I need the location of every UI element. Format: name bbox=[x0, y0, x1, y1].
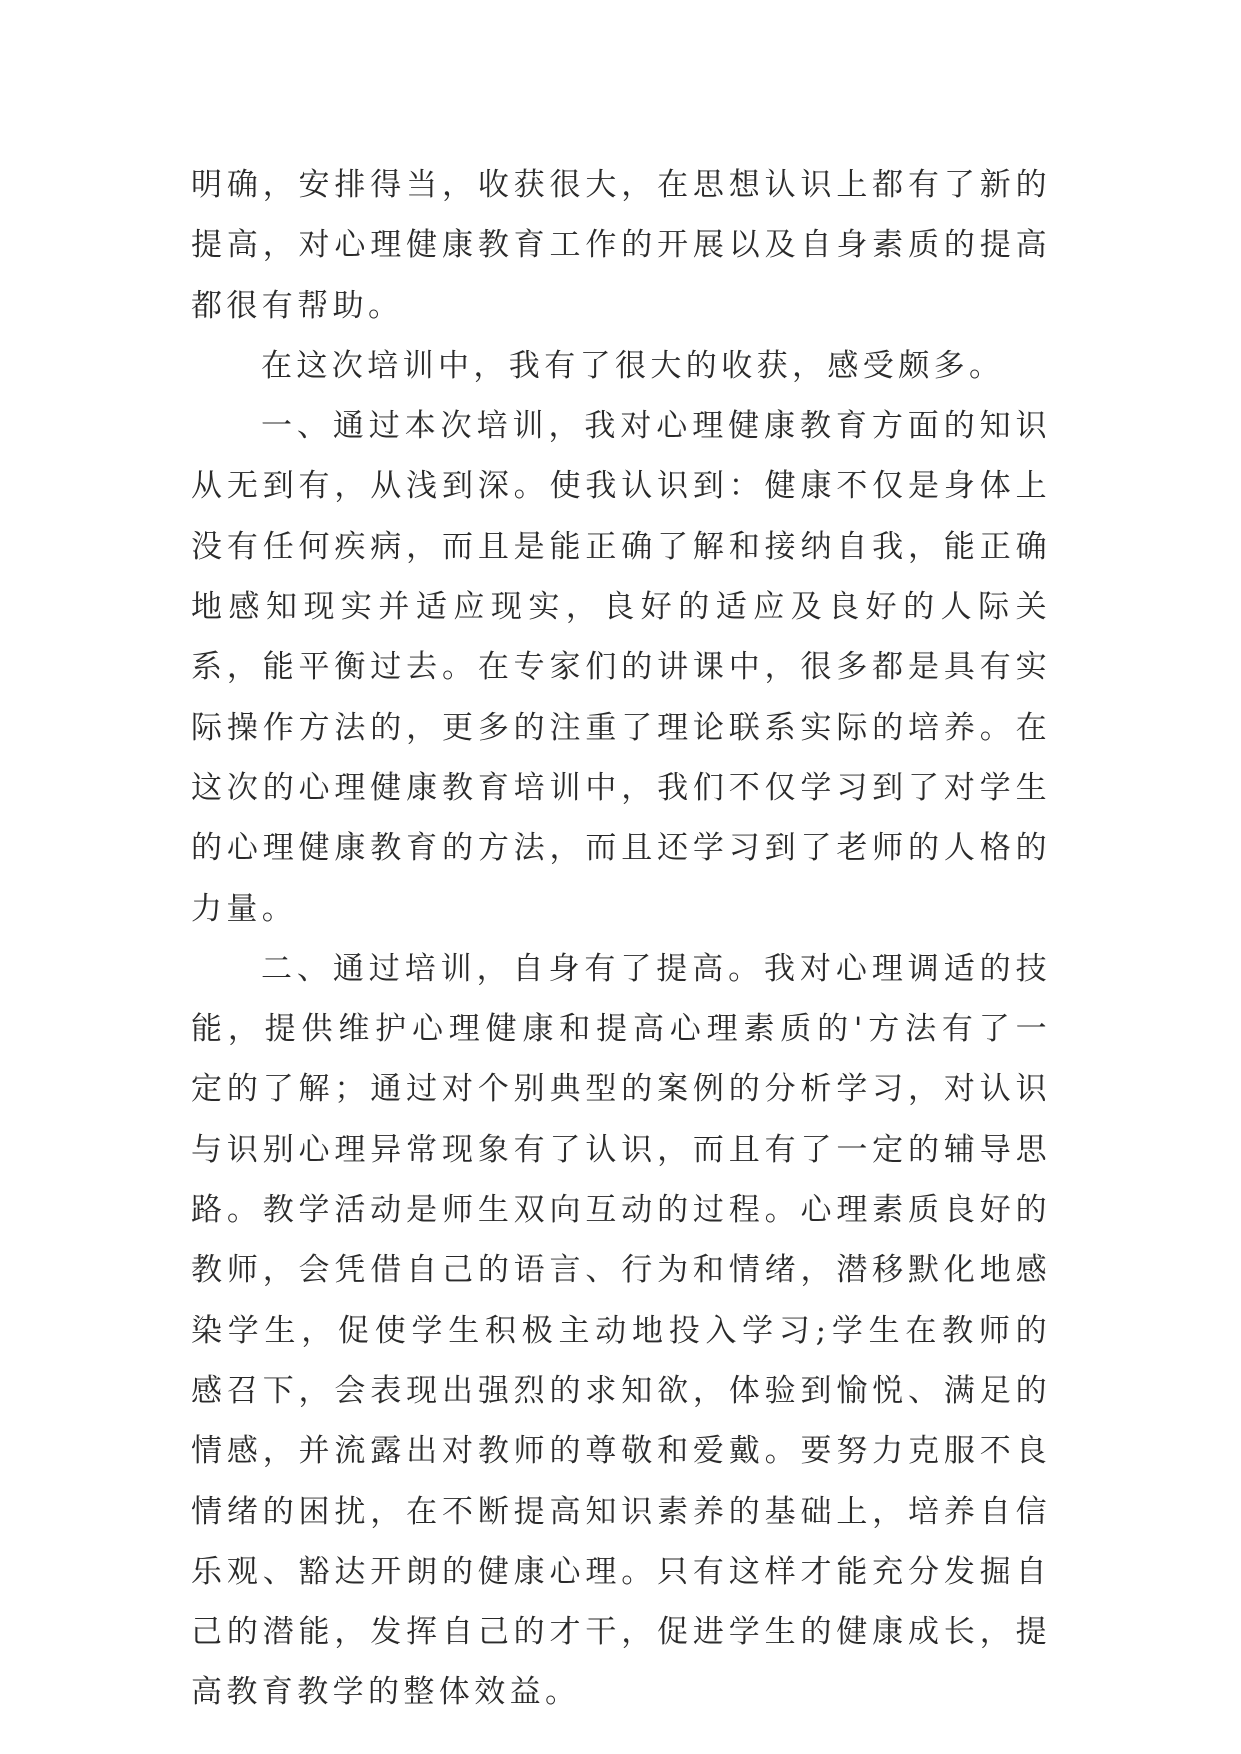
paragraph-intro: 在这次培训中，我有了很大的收获，感受颇多。 bbox=[261, 347, 1005, 384]
paragraph-continuation: 明确，安排得当，收获很大，在思想认识上都有了新的提高，对心理健康教育工作的开展以及自身素质的提高都很有帮助。 bbox=[191, 167, 1051, 324]
document-body bbox=[191, 155, 1051, 1723]
paragraph-point-one: 一、通过本次培训，我对心理健康教育方面的知识从无到有，从浅到深。使我认识到：健康不仅是身体上没有任何疾病，而且是能正确了解和接纳自我，能正确地感知现实并适应现实，良好的适应及良好的人际关系，能平衡过去。在专家们的讲课中，很多都是具有实际操作方法的，更多的注重了理论联系实际的培养。在这次的心理健康教育培训中，我们不仅学习到了对学生的心理健康教育的方法，而且还学习到了老师的人格的力量。 bbox=[191, 408, 1051, 927]
paragraph-point-two: 二、通过培训，自身有了提高。我对心理调适的技能，提供维护心理健康和提高心理素质的'方法有了一定的了解；通过对个别典型的案例的分析学习，对认识与识别心理异常现象有了认识，而且有了一定的辅导思路。教学活动是师生双向互动的过程。心理素质良好的教师，会凭借自己的语言、行为和情绪，潜移默化地感染学生，促使学生积极主动地投入学习;学生在教师的感召下，会表现出强烈的求知欲，体验到愉悦、满足的情感，并流露出对教师的尊敬和爱戴。要努力克服不良情绪的困扰，在不断提高知识素养的基础上，培养自信乐观、豁达开朗的健康心理。只有这样才能充分发掘自己的潜能，发挥自己的才干，促进学生的健康成长，提高教育教学的整体效益。 bbox=[191, 950, 1051, 1711]
